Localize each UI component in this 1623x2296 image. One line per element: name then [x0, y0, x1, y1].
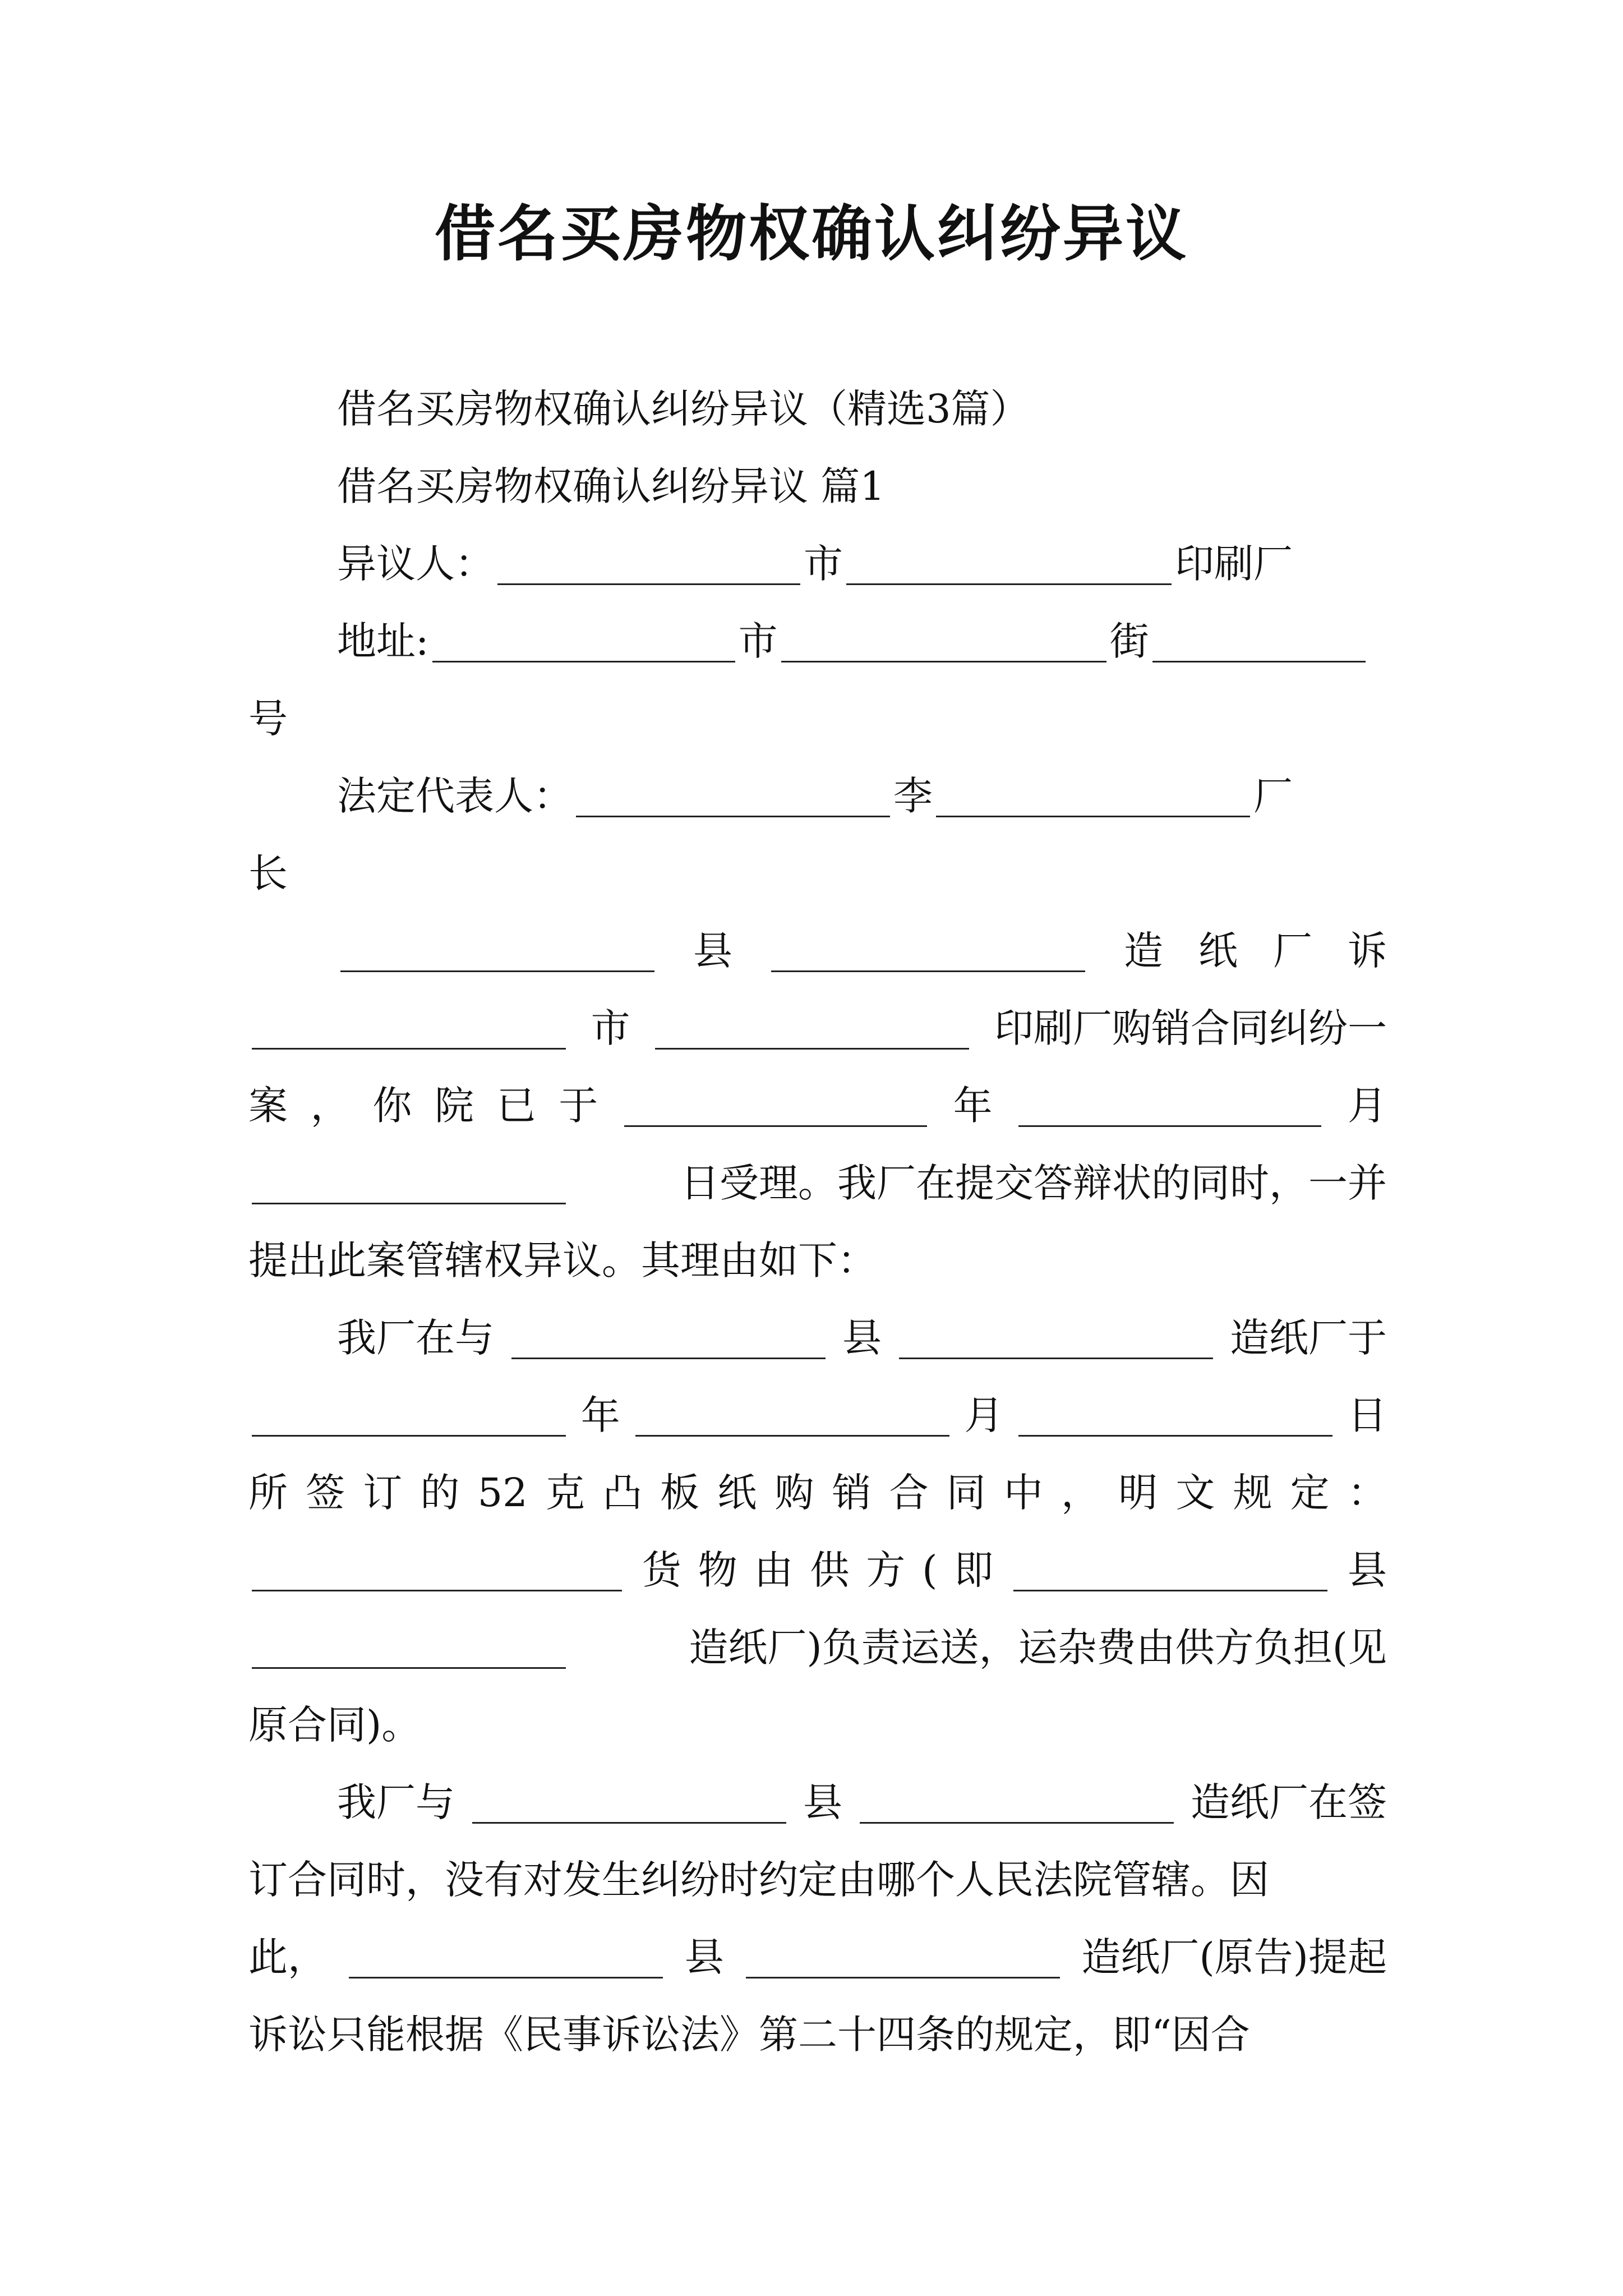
body-char: 定 — [1290, 1470, 1330, 1516]
blank-field — [1013, 1549, 1327, 1591]
legal-rep-label: 法定代表人： — [337, 773, 573, 819]
body-line: 提出此案管辖权异议。其理由如下： — [248, 1237, 877, 1283]
blank-field — [746, 1936, 1060, 1978]
body-char: ， — [1061, 1470, 1101, 1516]
city-label: 市 — [738, 618, 778, 664]
body-line — [248, 1531, 1387, 1609]
blank-field — [899, 1317, 1213, 1359]
body-char: 纸 — [1198, 928, 1238, 974]
blank-field — [635, 1395, 949, 1437]
body-char: 签 — [306, 1470, 345, 1516]
surname-label: 李 — [893, 773, 933, 819]
year-label: 年 — [953, 1083, 993, 1129]
street-label: 街 — [1109, 618, 1149, 664]
body-line — [248, 1299, 1387, 1377]
blank-field — [1018, 1085, 1321, 1127]
blank-field — [472, 1782, 786, 1824]
body-char: 已 — [496, 1083, 536, 1129]
body-char: 诉 — [1348, 928, 1387, 974]
legal-rep-line — [248, 757, 1387, 835]
body-char: 纸 — [717, 1470, 757, 1516]
body-char: 克 — [545, 1470, 585, 1516]
blank-field — [252, 1007, 566, 1050]
county-label: 县 — [1347, 1547, 1387, 1593]
body-char: 文 — [1175, 1470, 1215, 1516]
objector-label: 异议人： — [337, 541, 494, 587]
body-text: 日受理。我厂在提交答辩状的同时，一并 — [680, 1160, 1387, 1206]
body-text: 造纸厂于 — [1230, 1315, 1387, 1361]
county-label: 县 — [842, 1315, 882, 1361]
body-line — [248, 1454, 1387, 1531]
document-title: 借名买房物权确认纠纷异议 — [434, 199, 1188, 269]
body-line — [248, 990, 1387, 1067]
address-line-cont: 号 — [248, 696, 288, 742]
blank-field — [655, 1007, 969, 1050]
body-char: ： — [1347, 1470, 1387, 1516]
body-char: 由 — [754, 1547, 794, 1593]
body-char: 订 — [363, 1470, 403, 1516]
body-line — [248, 1067, 1387, 1144]
blank-field — [576, 775, 890, 817]
year-label: 年 — [580, 1392, 620, 1438]
county-label: 县 — [693, 928, 732, 974]
body-char: 购 — [774, 1470, 814, 1516]
body-char: 厂 — [1273, 928, 1312, 974]
document-body — [248, 370, 1387, 2073]
blank-field — [846, 543, 1172, 585]
month-label: 月 — [1347, 1083, 1387, 1129]
body-char: 合 — [889, 1470, 929, 1516]
body-char: 板 — [660, 1470, 700, 1516]
body-char: 于 — [559, 1083, 598, 1129]
blank-field — [624, 1085, 927, 1127]
body-text: 造纸厂)负责运送，运杂费由供方负担(见 — [689, 1625, 1387, 1671]
body-char: 同 — [946, 1470, 986, 1516]
body-char: 规 — [1233, 1470, 1272, 1516]
body-line — [248, 1918, 1387, 1996]
body-char: 造 — [1124, 928, 1163, 974]
body-line — [248, 1377, 1387, 1454]
body-line — [248, 1764, 1387, 1841]
blank-field — [340, 930, 654, 972]
address-line — [248, 602, 1387, 680]
body-char: 的 — [420, 1470, 460, 1516]
day-label: 日 — [1347, 1392, 1387, 1438]
blank-field — [252, 1162, 566, 1204]
body-char: 供 — [810, 1547, 850, 1593]
body-char: 所 — [248, 1470, 288, 1516]
body-line — [248, 1609, 1387, 1686]
printing-factory-label: 印刷厂 — [1175, 541, 1293, 587]
blank-field — [936, 775, 1250, 817]
body-char: 中 — [1003, 1470, 1043, 1516]
address-label: 地址: — [337, 618, 429, 664]
body-text: 我厂与 — [337, 1779, 455, 1825]
blank-field — [252, 1549, 622, 1591]
body-char: ( — [922, 1547, 938, 1593]
body-char: 销 — [832, 1470, 872, 1516]
body-char: 案 — [248, 1083, 288, 1129]
blank-field — [860, 1782, 1174, 1824]
body-char: 即 — [954, 1547, 994, 1593]
blank-field — [252, 1395, 566, 1437]
month-label: 月 — [964, 1392, 1004, 1438]
blank-field — [781, 620, 1106, 662]
body-char: ， — [310, 1083, 350, 1129]
body-char: 院 — [434, 1083, 474, 1129]
body-text: 我厂在与 — [337, 1315, 494, 1361]
blank-field — [432, 620, 735, 662]
blank-field — [1152, 620, 1366, 662]
body-char: 你 — [372, 1083, 412, 1129]
body-char: 物 — [698, 1547, 737, 1593]
factory-head-part1: 厂 — [1253, 773, 1293, 819]
body-line: 订合同时，没有对发生纠纷时约定由哪个人民法院管辖。因 — [248, 1857, 1269, 1903]
body-line — [248, 912, 1387, 990]
blank-field — [349, 1936, 663, 1978]
body-char: 凸 — [602, 1470, 642, 1516]
body-line — [248, 1144, 1387, 1222]
city-label: 市 — [591, 1005, 630, 1051]
blank-field — [511, 1317, 826, 1359]
body-text: 此， — [248, 1934, 327, 1980]
county-label: 县 — [803, 1779, 842, 1825]
body-char: 方 — [866, 1547, 906, 1593]
section-heading: 借名买房物权确认纠纷异议 篇1 — [337, 463, 885, 509]
objector-line — [248, 525, 1387, 602]
body-text: 造纸厂(原告)提起 — [1081, 1934, 1387, 1980]
legal-rep-line-cont: 长 — [248, 850, 288, 896]
body-line: 原合同)。 — [248, 1702, 421, 1748]
body-text: 印刷厂购销合同纠纷一 — [994, 1005, 1387, 1051]
blank-field — [497, 543, 800, 585]
body-char: 明 — [1118, 1470, 1158, 1516]
body-char: 货 — [642, 1547, 681, 1593]
county-label: 县 — [684, 1934, 724, 1980]
blank-field — [252, 1627, 566, 1669]
blank-field — [1018, 1395, 1332, 1437]
body-line: 诉讼只能根据《民事诉讼法》第二十四条的规定，即“因合 — [248, 2012, 1250, 2058]
body-char: 52 — [477, 1470, 528, 1516]
body-text: 造纸厂在签 — [1191, 1779, 1387, 1825]
city-label: 市 — [804, 541, 843, 587]
blank-field — [771, 930, 1085, 972]
subtitle: 借名买房物权确认纠纷异议（精选3篇） — [337, 386, 1030, 432]
